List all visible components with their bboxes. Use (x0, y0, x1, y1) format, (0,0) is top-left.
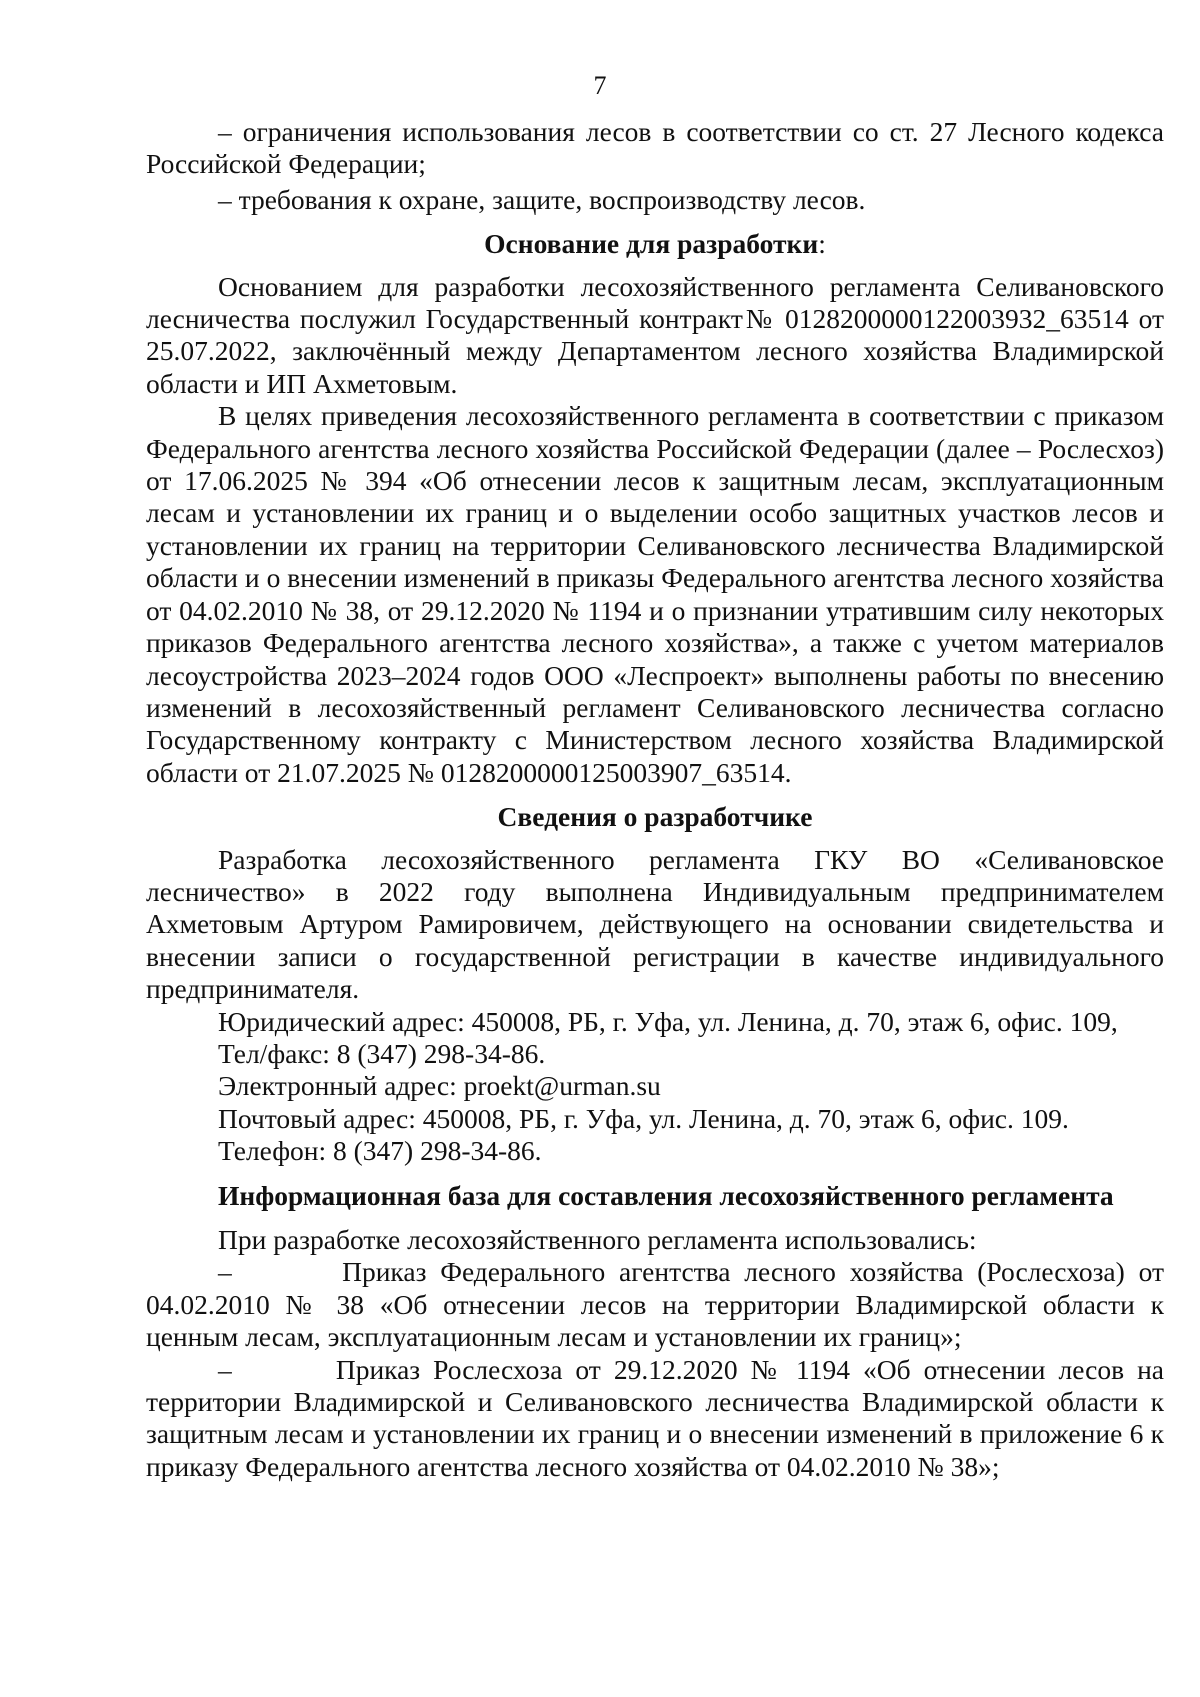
intro-item-1: – ограничения использования лесов в соответствии со ст. 27 Лесного кодекса Российской Федерации; (146, 116, 1164, 180)
phone: Телефон: 8 (347) 298-34-86. (218, 1135, 542, 1167)
heading-basis-text: Основание для разработки (484, 228, 819, 260)
page-number: 7 (593, 71, 607, 100)
info-base-item-1: – Приказ Федерального агентства лесного хозяйства (Рослесхоза) от 04.02.2010 № 38 «Об отнесении лесов на территории Владимирской области к ценным лесам, эксплуатационным лесам и установлении их границ»; (146, 1256, 1171, 1353)
info-base-lead: При разработке лесохозяйственного регламента использовались: (218, 1224, 977, 1255)
intro-item-2: – требования к охране, защите, воспроизводству лесов. (218, 183, 866, 215)
email-address: Электронный адрес: proekt@urman.su (218, 1070, 661, 1102)
heading-basis-colon: : (818, 228, 826, 260)
basis-paragraph-2: В целях приведения лесохозяйственного регламента в соответствии с приказом Федерального агентства лесного хозяйства Российской Федерации (далее – Рослесхоз) от 17.06.2025 № 394 «Об отнесении лесов к защитным лесам, эксплуатационным лесам и установлении их границ и о выделении особо защитных участков лесов и установлении их границ на территории Селивановского лесничества Владимирской области и о внесении изменений в приказы Федерального агентства лесного хозяйства от 04.02.2010 № 38, от 29.12.2020 № 1194 и о признании утратившим силу некоторых приказов Федерального агентства лесного хозяйства», а также с учетом материалов лесоустройства 2023–2024 годов ООО «Леспроект» выполнены работы по внесению изменений в лесохозяйственный регламент Селивановского лесничества согласно Государственному контракту с Министерством лесного хозяйства Владимирской области от 21.07.2025 № 0128200000125003907_63514. (146, 400, 1164, 788)
developer-paragraph: Разработка лесохозяйственного регламента ГКУ ВО «Селивановское лесничество» в 2022 году выполнена Индивидуальным предпринимателем Ахметовым Артуром Рамировичем, действующего на основании свидетельства и внесении записи о государственной регистрации в качестве индивидуального предпринимателя. (146, 843, 1164, 1005)
tel-fax: Тел/факс: 8 (347) 298-34-86. (218, 1037, 546, 1069)
page-content (146, 116, 1171, 1483)
heading-basis (146, 228, 1164, 260)
postal-address: Почтовый адрес: 450008, РБ, г. Уфа, ул. Ленина, д. 70, этаж 6, офис. 109. (218, 1102, 1069, 1134)
heading-info-base: Информационная база для составления лесохозяйственного регламента (218, 1179, 1114, 1211)
info-base-item-2: – Приказ Рослесхоза от 29.12.2020 № 1194 «Об отнесении лесов на территории Владимирской и Селивановского лесничества Владимирской области к защитным лесам и установлении их границ и о внесении изменений в приложение 6 к приказу Федерального агентства лесного хозяйства от 04.02.2010 № 38»; (146, 1353, 1171, 1482)
heading-developer: Сведения о разработчике (497, 801, 813, 833)
legal-address: Юридический адрес: 450008, РБ, г. Уфа, ул. Ленина, д. 70, этаж 6, офис. 109, (218, 1005, 1118, 1037)
basis-paragraph-1: Основанием для разработки лесохозяйственного регламента Селивановского лесничества послужил Государственный контракт№ 0128200000122003932_63514 от 25.07.2022, заключённый между Департаментом лесного хозяйства Владимирской области и ИП Ахметовым. (146, 270, 1164, 399)
